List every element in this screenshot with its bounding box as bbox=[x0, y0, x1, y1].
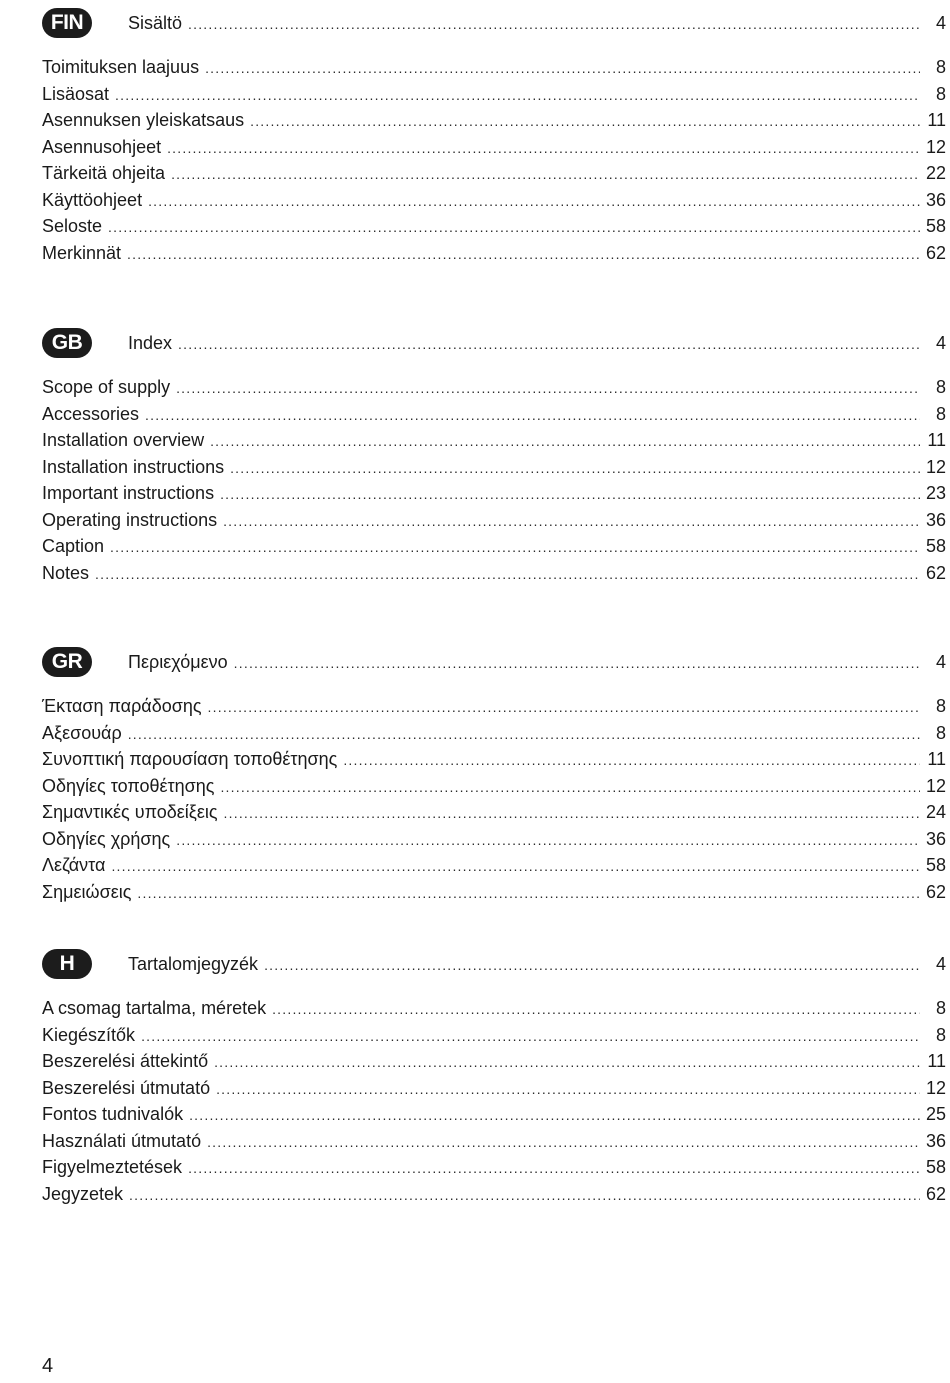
dot-leader bbox=[141, 1025, 920, 1047]
dot-leader bbox=[167, 137, 920, 159]
toc-entries bbox=[42, 695, 946, 907]
entry-page: 12 bbox=[925, 1077, 946, 1098]
toc-entry[interactable] bbox=[42, 162, 946, 189]
dot-leader bbox=[176, 829, 920, 851]
toc-entry[interactable] bbox=[42, 828, 946, 855]
section-title: Περιεχόμενο bbox=[128, 652, 228, 672]
entry-page: 58 bbox=[925, 855, 946, 875]
entry-page: 8 bbox=[935, 377, 946, 397]
dot-leader bbox=[264, 954, 920, 976]
section-title-page: 4 bbox=[935, 652, 946, 672]
entry-label: Beszerelési útmutató bbox=[42, 1077, 211, 1098]
section-header bbox=[42, 949, 946, 981]
section-header bbox=[42, 8, 946, 40]
entry-page: 12 bbox=[925, 136, 946, 157]
section-title: Tartalomjegyzék bbox=[128, 954, 259, 974]
section-title-page: 4 bbox=[935, 954, 946, 974]
entry-label: Notes bbox=[42, 562, 90, 583]
dot-leader bbox=[127, 243, 920, 265]
dot-leader bbox=[230, 457, 920, 479]
entry-page: 11 bbox=[927, 430, 946, 450]
dot-leader bbox=[188, 13, 920, 35]
toc-entry[interactable] bbox=[42, 722, 946, 749]
toc-entries bbox=[42, 997, 946, 1209]
section-title-page: 4 bbox=[935, 13, 946, 33]
toc-entry[interactable] bbox=[42, 881, 946, 908]
dot-leader bbox=[148, 190, 920, 212]
entry-label: Merkinnät bbox=[42, 242, 122, 263]
entry-label: Fontos tudnivalók bbox=[42, 1104, 184, 1124]
language-badge-h: H bbox=[42, 949, 92, 979]
entry-label: Important instructions bbox=[42, 483, 215, 503]
toc-entry[interactable] bbox=[42, 1130, 946, 1157]
dot-leader bbox=[220, 776, 920, 798]
entry-page: 8 bbox=[935, 722, 946, 743]
toc-section-fin bbox=[42, 8, 946, 263]
dot-leader bbox=[207, 1131, 920, 1153]
language-badge-gr: GR bbox=[42, 647, 92, 677]
dot-leader bbox=[210, 430, 920, 452]
dot-leader bbox=[220, 483, 920, 505]
entry-label: Scope of supply bbox=[42, 377, 171, 397]
toc-entry[interactable] bbox=[42, 1077, 946, 1104]
dot-leader bbox=[176, 377, 920, 399]
entry-label: Οδηγίες χρήσης bbox=[42, 828, 171, 849]
toc-section-gb bbox=[42, 328, 946, 583]
toc-entry[interactable] bbox=[42, 1103, 946, 1130]
entry-page: 36 bbox=[925, 828, 946, 849]
entry-page: 62 bbox=[925, 562, 946, 583]
toc-entry[interactable] bbox=[42, 854, 946, 881]
toc-entry[interactable] bbox=[42, 695, 946, 722]
dot-leader bbox=[188, 1157, 920, 1179]
dot-leader bbox=[128, 723, 920, 745]
dot-leader bbox=[111, 855, 920, 877]
section-title-row[interactable] bbox=[128, 12, 946, 35]
entry-page: 8 bbox=[935, 696, 946, 716]
dot-leader bbox=[178, 333, 920, 355]
entry-page: 11 bbox=[927, 110, 946, 130]
entry-label: Σημειώσεις bbox=[42, 881, 132, 902]
toc-entry[interactable] bbox=[42, 429, 946, 456]
entry-label: Asennusohjeet bbox=[42, 136, 162, 157]
entry-label: Caption bbox=[42, 536, 105, 556]
entry-label: Operating instructions bbox=[42, 509, 218, 530]
section-title-row[interactable] bbox=[128, 953, 946, 976]
toc-entry[interactable] bbox=[42, 403, 946, 430]
entry-page: 8 bbox=[935, 83, 946, 104]
entry-page: 8 bbox=[935, 57, 946, 77]
entry-label: Έκταση παράδοσης bbox=[42, 696, 202, 716]
dot-leader bbox=[224, 802, 920, 824]
entry-label: Συνοπτική παρουσίαση τοποθέτησης bbox=[42, 749, 338, 769]
toc-entry[interactable] bbox=[42, 215, 946, 242]
entry-page: 36 bbox=[925, 1130, 946, 1151]
entry-label: Käyttöohjeet bbox=[42, 189, 143, 210]
entry-label: Αξεσουάρ bbox=[42, 722, 122, 743]
toc-entry[interactable] bbox=[42, 801, 946, 828]
toc-entry[interactable] bbox=[42, 509, 946, 536]
dot-leader bbox=[223, 510, 920, 532]
toc-entry[interactable] bbox=[42, 56, 946, 83]
toc-entry[interactable] bbox=[42, 376, 946, 403]
toc-entry[interactable] bbox=[42, 1156, 946, 1183]
dot-leader bbox=[95, 563, 920, 585]
entry-page: 25 bbox=[925, 1104, 946, 1124]
entry-page: 8 bbox=[935, 1024, 946, 1045]
toc-section-gr bbox=[42, 647, 946, 902]
dot-leader bbox=[115, 84, 920, 106]
entry-page: 11 bbox=[927, 749, 946, 769]
dot-leader bbox=[189, 1104, 920, 1126]
entry-page: 36 bbox=[925, 189, 946, 210]
toc-entry[interactable] bbox=[42, 562, 946, 589]
dot-leader bbox=[208, 696, 920, 718]
section-header bbox=[42, 328, 946, 360]
entry-page: 24 bbox=[925, 802, 946, 822]
entry-page: 8 bbox=[935, 998, 946, 1018]
dot-leader bbox=[343, 749, 920, 771]
section-title-row[interactable] bbox=[128, 332, 946, 355]
toc-entry[interactable] bbox=[42, 136, 946, 163]
entry-page: 58 bbox=[925, 216, 946, 236]
language-badge-fin: FIN bbox=[42, 8, 92, 38]
section-title-page: 4 bbox=[935, 333, 946, 353]
entry-label: Használati útmutató bbox=[42, 1130, 202, 1151]
toc-entry[interactable] bbox=[42, 1024, 946, 1051]
entry-page: 12 bbox=[925, 775, 946, 796]
dot-leader bbox=[205, 57, 920, 79]
dot-leader bbox=[108, 216, 920, 238]
section-title: Sisältö bbox=[128, 13, 183, 33]
entry-page: 11 bbox=[927, 1051, 946, 1071]
dot-leader bbox=[250, 110, 920, 132]
toc-entry[interactable] bbox=[42, 109, 946, 136]
toc-entry[interactable] bbox=[42, 83, 946, 110]
dot-leader bbox=[272, 998, 920, 1020]
entry-label: Tärkeitä ohjeita bbox=[42, 163, 166, 183]
entry-label: Installation instructions bbox=[42, 456, 225, 477]
dot-leader bbox=[145, 404, 920, 426]
entry-label: Asennuksen yleiskatsaus bbox=[42, 110, 245, 130]
dot-leader bbox=[234, 652, 920, 674]
toc-entries bbox=[42, 56, 946, 268]
entry-page: 23 bbox=[925, 483, 946, 503]
entry-label: Seloste bbox=[42, 216, 103, 236]
toc-entry[interactable] bbox=[42, 1183, 946, 1210]
entry-page: 62 bbox=[925, 242, 946, 263]
toc-entry[interactable] bbox=[42, 482, 946, 509]
section-title-row[interactable] bbox=[128, 651, 946, 674]
toc-entry[interactable] bbox=[42, 242, 946, 269]
entry-label: Toimituksen laajuus bbox=[42, 57, 200, 77]
language-badge-gb: GB bbox=[42, 328, 92, 358]
entry-page: 62 bbox=[925, 881, 946, 902]
section-header bbox=[42, 647, 946, 679]
dot-leader bbox=[216, 1078, 920, 1100]
dot-leader bbox=[129, 1184, 920, 1206]
entry-page: 12 bbox=[925, 456, 946, 477]
entry-page: 8 bbox=[935, 403, 946, 424]
entry-label: Σημαντικές υποδείξεις bbox=[42, 802, 218, 822]
entry-label: A csomag tartalma, méretek bbox=[42, 998, 267, 1018]
dot-leader bbox=[110, 536, 920, 558]
entry-page: 58 bbox=[925, 1157, 946, 1177]
entry-label: Λεζάντα bbox=[42, 855, 106, 875]
entry-label: Jegyzetek bbox=[42, 1183, 124, 1204]
toc-entry[interactable] bbox=[42, 535, 946, 562]
dot-leader bbox=[137, 882, 920, 904]
toc-section-h bbox=[42, 949, 946, 1204]
entry-label: Figyelmeztetések bbox=[42, 1157, 183, 1177]
toc-entry[interactable] bbox=[42, 1050, 946, 1077]
toc-entry[interactable] bbox=[42, 748, 946, 775]
toc-entry[interactable] bbox=[42, 997, 946, 1024]
entry-page: 58 bbox=[925, 536, 946, 556]
toc-entry[interactable] bbox=[42, 456, 946, 483]
entry-page: 36 bbox=[925, 509, 946, 530]
dot-leader bbox=[171, 163, 920, 185]
toc-entry[interactable] bbox=[42, 189, 946, 216]
entry-label: Installation overview bbox=[42, 430, 205, 450]
entry-page: 62 bbox=[925, 1183, 946, 1204]
entry-label: Lisäosat bbox=[42, 83, 110, 104]
footer-page-number: 4 bbox=[42, 1355, 54, 1377]
toc-entries bbox=[42, 376, 946, 588]
entry-label: Οδηγίες τοποθέτησης bbox=[42, 775, 215, 796]
entry-label: Accessories bbox=[42, 403, 140, 424]
toc-entry[interactable] bbox=[42, 775, 946, 802]
entry-page: 22 bbox=[925, 163, 946, 183]
entry-label: Kiegészítők bbox=[42, 1024, 136, 1045]
entry-label: Beszerelési áttekintő bbox=[42, 1051, 209, 1071]
dot-leader bbox=[214, 1051, 920, 1073]
section-title: Index bbox=[128, 333, 173, 353]
